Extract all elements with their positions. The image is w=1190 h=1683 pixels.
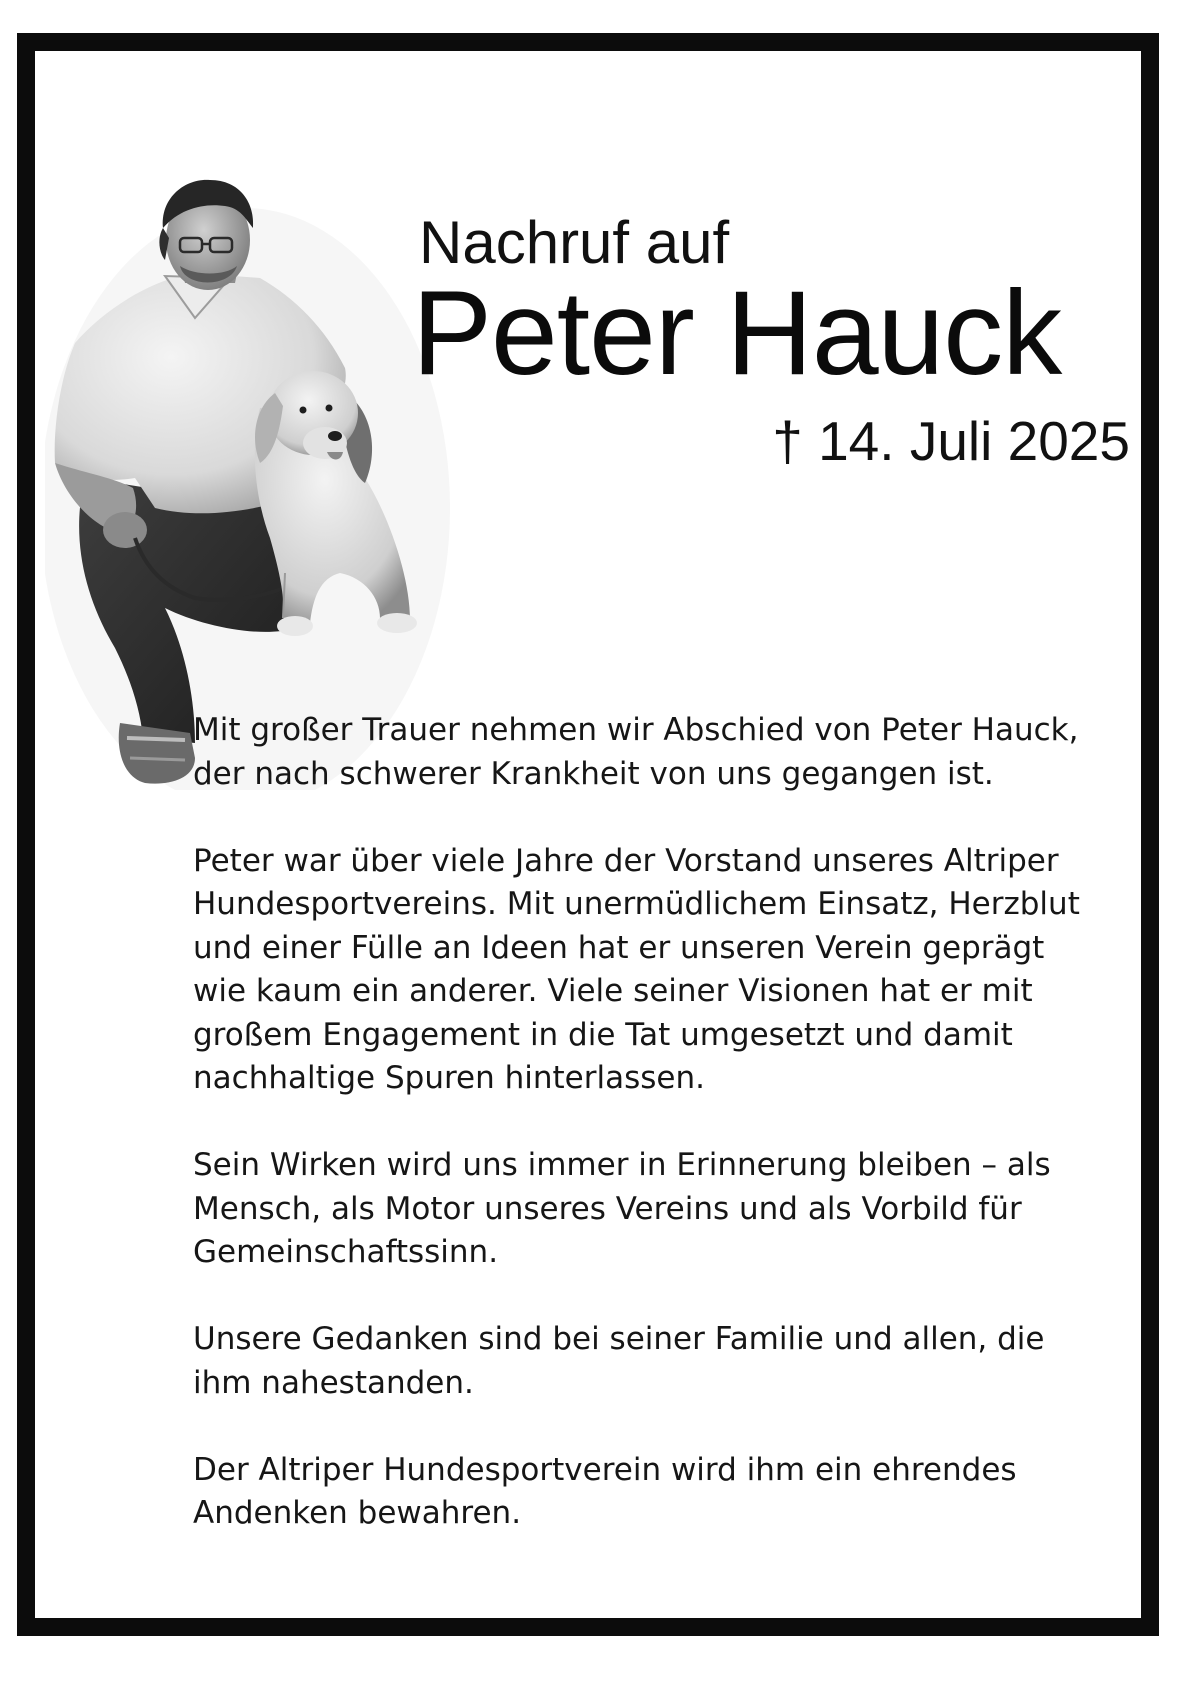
paragraph-farewell: Mit großer Trauer nehmen wir Abschied von Peter Hauck, der nach schwerer Krankheit von uns gegangen ist.: [193, 712, 1079, 792]
paragraph-closing: Der Altriper Hundesportverein wird ihm ein ehrendes Andenken bewahren.: [193, 1451, 1017, 1531]
deceased-name: Peter Hauck: [412, 266, 1062, 400]
paragraph-legacy: Sein Wirken wird uns immer in Erinnerung bleiben – als Mensch, als Motor unseres Vereins und als Vorbild für Gemeinschaftssinn.: [193, 1147, 1051, 1270]
paragraph-tribute: Peter war über viele Jahre der Vorstand unseres Altriper Hundesportvereins. Mit unermüdlichem Einsatz, Herzblut und einer Fülle an Ideen hat er unseren Verein geprägt wie kaum ein anderer. Viele seiner Visionen hat er mit großem Engagement in die Tat umgesetzt und damit nachhaltige Spuren hinterlassen.: [193, 842, 1080, 1096]
death-date: † 14. Juli 2025: [772, 410, 1130, 472]
person-with-dog-photo: [45, 178, 465, 790]
obituary-intro: Nachruf auf: [419, 209, 730, 276]
paragraph-condolence: Unsere Gedanken sind bei seiner Familie und allen, die ihm nahestanden.: [193, 1321, 1045, 1401]
obituary-text: [193, 709, 1133, 1536]
